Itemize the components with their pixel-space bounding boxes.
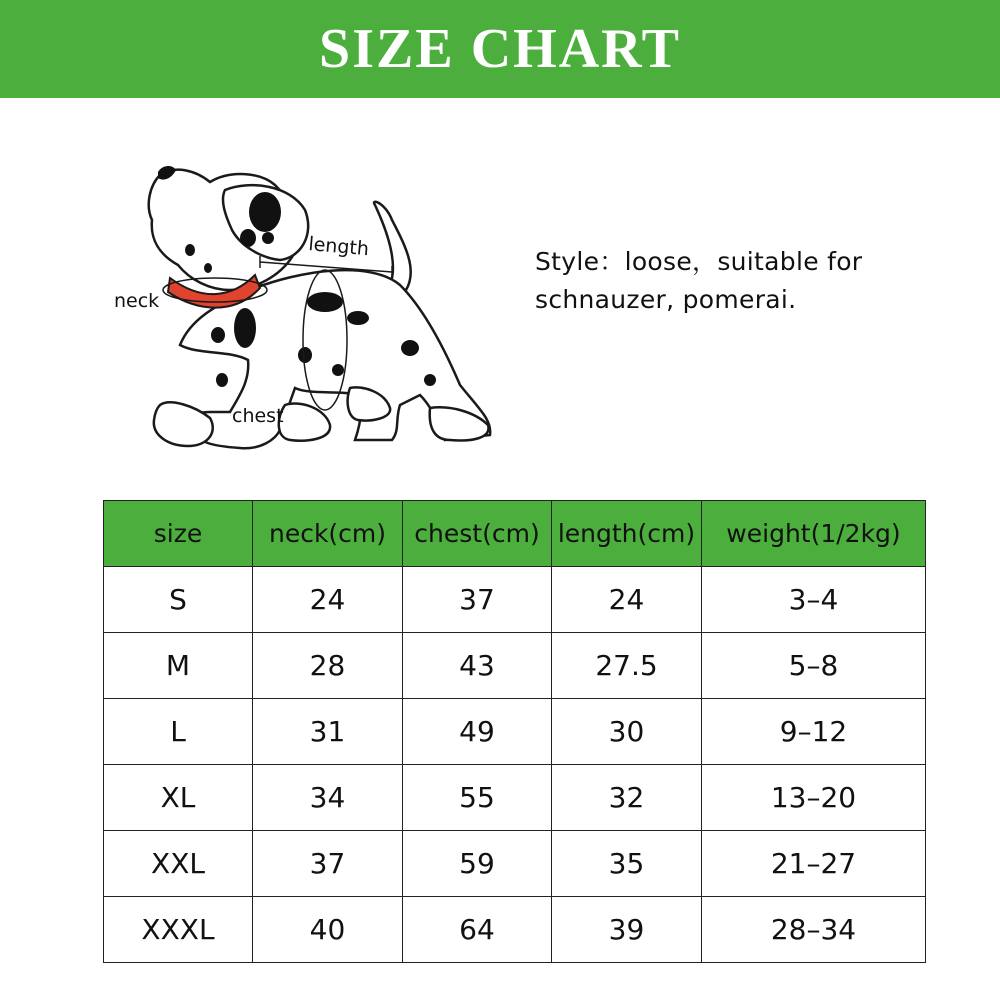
dog-measurement-diagram <box>100 150 510 470</box>
cell-chest: 37 <box>403 567 552 633</box>
dog-illustration <box>100 150 510 470</box>
cell-size: L <box>104 699 253 765</box>
cell-length: 30 <box>552 699 702 765</box>
cell-chest: 59 <box>403 831 552 897</box>
cell-size: S <box>104 567 253 633</box>
dog-spot <box>262 232 274 244</box>
cell-length: 24 <box>552 567 702 633</box>
length-label: length <box>307 233 370 261</box>
cell-size: XXXL <box>104 897 253 963</box>
header-neck: neck(cm) <box>253 501 403 567</box>
dog-spot <box>211 327 225 343</box>
title-banner <box>0 0 1000 98</box>
style-description <box>535 243 955 319</box>
cell-chest: 43 <box>403 633 552 699</box>
table-row <box>104 897 926 963</box>
cell-size: M <box>104 633 253 699</box>
neck-label: neck <box>114 290 160 312</box>
dog-spot <box>424 374 436 386</box>
table-row <box>104 567 926 633</box>
table-row <box>104 633 926 699</box>
cell-neck: 28 <box>253 633 403 699</box>
header-weight: weight(1/2kg) <box>702 501 926 567</box>
cell-length: 39 <box>552 897 702 963</box>
cell-weight: 3–4 <box>702 567 926 633</box>
chest-label: chest <box>232 405 284 427</box>
cell-length: 35 <box>552 831 702 897</box>
dog-spot <box>216 373 228 387</box>
cell-neck: 40 <box>253 897 403 963</box>
dog-front-paw <box>154 402 213 446</box>
table-row <box>104 831 926 897</box>
table-row <box>104 699 926 765</box>
cell-neck: 37 <box>253 831 403 897</box>
dog-spot <box>347 311 369 325</box>
dog-spot <box>204 263 212 273</box>
cell-weight: 9–12 <box>702 699 926 765</box>
dog-spot <box>249 192 281 232</box>
dog-spot <box>185 244 195 256</box>
dog-spot <box>332 364 344 376</box>
dog-spot <box>240 229 256 247</box>
cell-neck: 34 <box>253 765 403 831</box>
dog-spot <box>298 347 312 363</box>
page-title: SIZE CHART <box>319 18 681 80</box>
dog-spot <box>307 292 343 312</box>
dog-spot <box>234 308 256 348</box>
cell-neck: 24 <box>253 567 403 633</box>
cell-weight: 13–20 <box>702 765 926 831</box>
table-row <box>104 765 926 831</box>
style-line-1: Style：loose，suitable for <box>535 247 863 276</box>
cell-size: XL <box>104 765 253 831</box>
style-line-2: schnauzer, pomerai. <box>535 285 797 314</box>
cell-weight: 5–8 <box>702 633 926 699</box>
dog-spot <box>401 340 419 356</box>
cell-weight: 28–34 <box>702 897 926 963</box>
cell-chest: 64 <box>403 897 552 963</box>
header-chest: chest(cm) <box>403 501 552 567</box>
cell-size: XXL <box>104 831 253 897</box>
cell-chest: 55 <box>403 765 552 831</box>
header-size: size <box>104 501 253 567</box>
header-length: length(cm) <box>552 501 702 567</box>
cell-weight: 21–27 <box>702 831 926 897</box>
cell-neck: 31 <box>253 699 403 765</box>
cell-chest: 49 <box>403 699 552 765</box>
table-header-row <box>104 501 926 567</box>
size-table <box>103 500 926 963</box>
cell-length: 32 <box>552 765 702 831</box>
cell-length: 27.5 <box>552 633 702 699</box>
